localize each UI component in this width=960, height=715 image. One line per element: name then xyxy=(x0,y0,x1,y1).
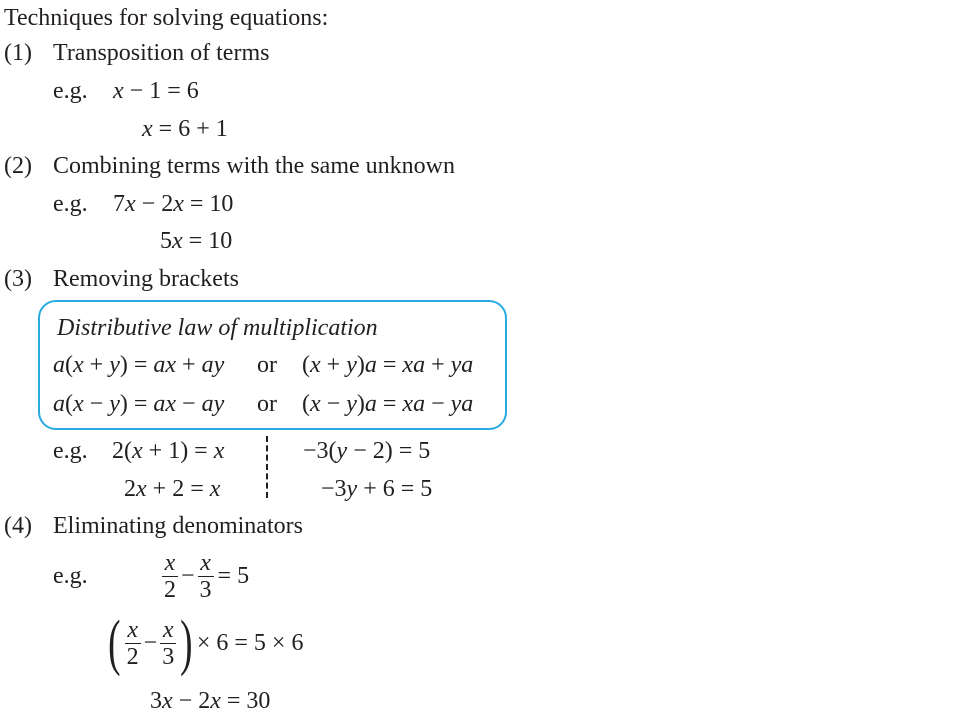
section-2-title: Combining terms with the same unknown xyxy=(53,153,455,179)
section-3-title: Removing brackets xyxy=(53,266,239,292)
eg-label: e.g. xyxy=(53,191,88,217)
fraction: $\frac{x}{3}$ xyxy=(199,550,212,603)
section-2-number: (2) xyxy=(4,153,32,179)
eg-label: e.g. xyxy=(53,78,88,104)
heading: Techniques for solving equations: xyxy=(4,5,329,31)
left-paren: ( xyxy=(108,609,121,677)
section-1-title: Transposition of terms xyxy=(53,40,270,66)
eg-label: e.g. xyxy=(53,438,88,464)
fraction: $\frac{x}{2}$ xyxy=(164,550,176,603)
equation: 2(x + 1) = x xyxy=(112,438,225,464)
section-3-number: (3) xyxy=(4,266,32,292)
equation: 2x + 2 = x xyxy=(124,476,221,502)
eg-label: e.g. xyxy=(53,563,88,589)
fraction-equation: $\frac{x}{2}$ − $\frac{x}{3}$ = 5 xyxy=(164,550,250,603)
section-1-number: (1) xyxy=(4,40,32,66)
equation: 3x − 2x = 30 xyxy=(150,688,271,714)
law-right: (x + y)a = xa + ya xyxy=(302,352,474,378)
section-4-title: Eliminating denominators xyxy=(53,513,303,539)
law-right: (x − y)a = xa − ya xyxy=(302,391,474,417)
equation: −3y + 6 = 5 xyxy=(321,476,433,502)
fraction: $\frac{x}{3}$ xyxy=(162,616,175,670)
or-label: or xyxy=(257,391,277,417)
equation: 7x − 2x = 10 xyxy=(113,191,234,217)
right-paren: ) xyxy=(180,609,193,677)
law-left: a(x + y) = ax + ay xyxy=(53,352,225,378)
or-label: or xyxy=(257,352,277,378)
law-left: a(x − y) = ax − ay xyxy=(53,391,225,417)
section-4-number: (4) xyxy=(4,513,32,539)
equation: x = 6 + 1 xyxy=(142,116,228,142)
fraction: $\frac{x}{2}$ xyxy=(126,616,139,670)
equation: −3(y − 2) = 5 xyxy=(303,438,431,464)
box-title: Distributive law of multiplication xyxy=(57,315,378,341)
multiplied-equation: ( $\frac{x}{2}$ − $\frac{x}{3}$ ) × 6 = 5 × 6 xyxy=(108,609,304,677)
equation: 5x = 10 xyxy=(160,228,233,254)
dashed-divider xyxy=(266,436,268,498)
equation: x − 1 = 6 xyxy=(113,78,199,104)
